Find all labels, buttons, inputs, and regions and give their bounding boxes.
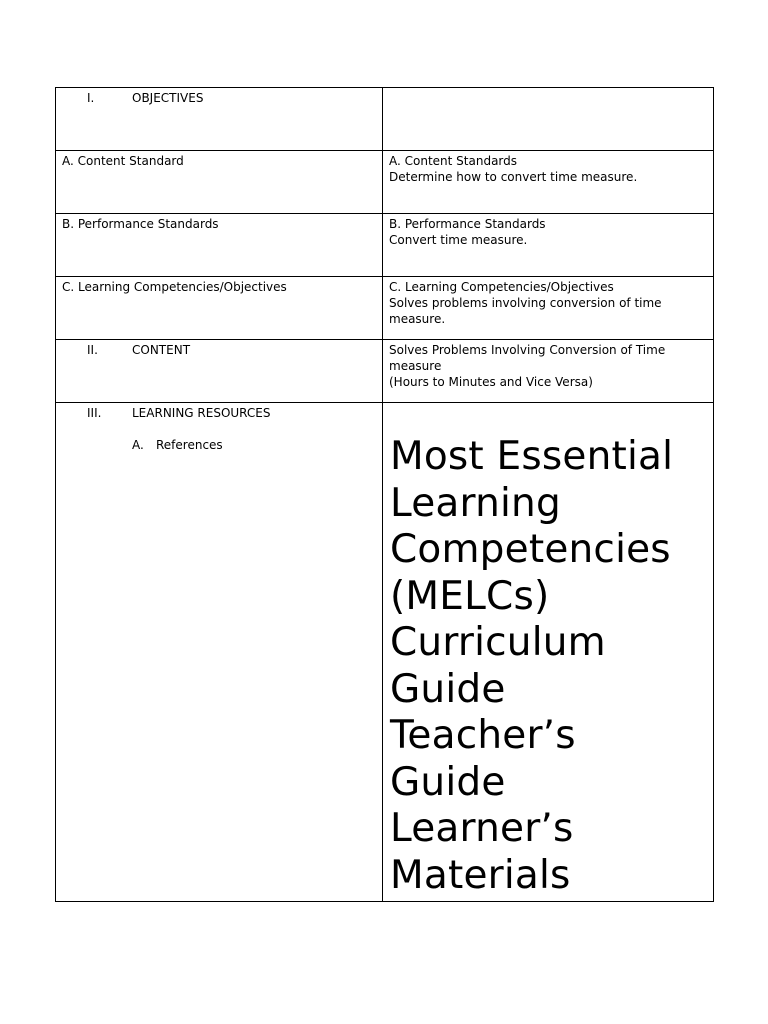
- reference-line: Teacher’s: [390, 713, 576, 758]
- learning-competencies-title: C. Learning Competencies/Objectives: [389, 280, 614, 294]
- content-text-line-2: (Hours to Minutes and Vice Versa): [389, 375, 593, 389]
- performance-standards-text: Convert time measure.: [389, 233, 528, 247]
- learning-competencies-text: Solves problems involving conversion of time measure.: [389, 296, 662, 326]
- objectives-right-text: [383, 88, 713, 90]
- content-text-line-1: Solves Problems Involving Conversion of Time measure: [389, 343, 666, 373]
- content-standards-text: Determine how to convert time measure.: [389, 170, 638, 184]
- learning-resources-heading: [56, 403, 382, 421]
- objectives-left-cell: [56, 88, 383, 151]
- reference-line: Materials: [390, 852, 571, 898]
- reference-line: Learning: [390, 480, 561, 526]
- performance-standards-right-cell: [383, 214, 714, 277]
- reference-line: Guide: [390, 759, 506, 805]
- content-left-cell: [56, 340, 383, 403]
- objectives-label: OBJECTIVES: [132, 91, 204, 105]
- references-label: References: [156, 438, 223, 452]
- reference-line: (MELCs): [390, 573, 550, 619]
- content-heading: [56, 340, 382, 358]
- content-standard-label: A. Content Standard: [62, 154, 184, 168]
- reference-line: Most Essential: [390, 434, 674, 479]
- objectives-number: I.: [87, 91, 95, 105]
- learning-resources-right-cell: [383, 403, 714, 902]
- objectives-right-cell: [383, 88, 714, 151]
- content-row: [56, 340, 714, 403]
- learning-resources-label: LEARNING RESOURCES: [132, 406, 271, 420]
- reference-line: Curriculum: [390, 620, 606, 665]
- learning-resources-row: [56, 403, 714, 902]
- references-number: A.: [132, 438, 144, 452]
- references-list: [383, 403, 713, 899]
- content-standards-title: A. Content Standards: [389, 154, 518, 168]
- content-standard-left-cell: [56, 151, 383, 214]
- learning-competencies-label: C. Learning Competencies/Objectives: [62, 280, 287, 294]
- lesson-plan-table: [55, 87, 714, 902]
- objectives-heading: [56, 88, 382, 106]
- content-standard-right-cell: [383, 151, 714, 214]
- performance-standards-title: B. Performance Standards: [389, 217, 546, 231]
- reference-line: Learner’s: [390, 806, 574, 851]
- content-right-cell: [383, 340, 714, 403]
- reference-line: Competencies: [390, 527, 671, 572]
- learning-resources-left-cell: [56, 403, 383, 902]
- performance-standards-left-cell: [56, 214, 383, 277]
- performance-standards-row: [56, 214, 714, 277]
- references-heading: [56, 421, 382, 453]
- learning-competencies-right-cell: [383, 277, 714, 340]
- performance-standards-label: B. Performance Standards: [62, 217, 219, 231]
- reference-line: Guide: [390, 666, 506, 712]
- content-number: II.: [87, 343, 98, 357]
- content-standard-row: [56, 151, 714, 214]
- learning-resources-number: III.: [87, 406, 102, 420]
- objectives-row: [56, 88, 714, 151]
- learning-competencies-left-cell: [56, 277, 383, 340]
- learning-competencies-row: [56, 277, 714, 340]
- content-label: CONTENT: [132, 343, 191, 357]
